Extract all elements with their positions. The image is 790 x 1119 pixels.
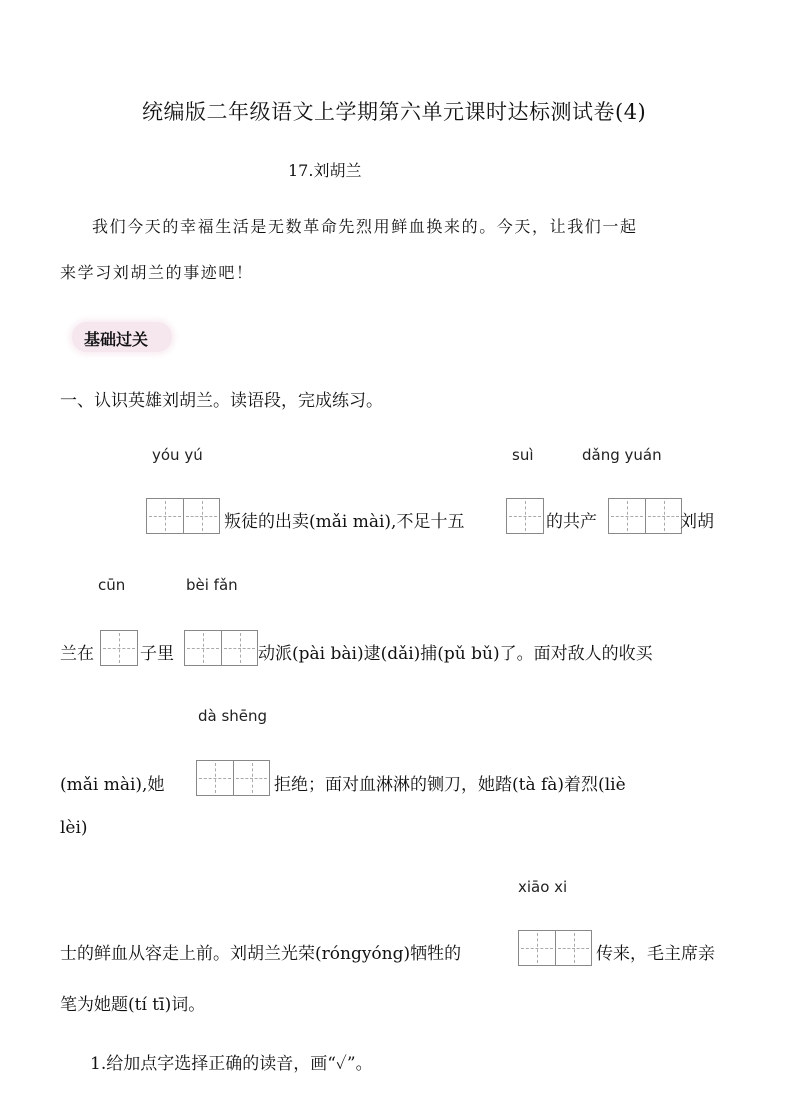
answer-cell[interactable] xyxy=(507,499,543,533)
passage-text-2: 的共产 xyxy=(546,512,597,532)
passage-text-4: 兰在 xyxy=(60,644,94,664)
passage-text-8: 拒绝；面对血淋淋的铡刀，她踏(tà fà)着烈(liè xyxy=(274,775,626,795)
pinyin-cun: cūn xyxy=(98,576,126,594)
answer-cell[interactable] xyxy=(555,931,591,965)
answer-cell[interactable] xyxy=(185,631,221,665)
passage-text-5: 子里 xyxy=(140,644,174,664)
question-1-title: 一、认识英雄刘胡兰。读语段，完成练习。 xyxy=(60,391,383,411)
sub-question-1: 1.给加点字选择正确的读音，画“✓”。 xyxy=(90,1054,373,1074)
passage-text-12: 笔为她题(tí tī)词。 xyxy=(60,995,206,1015)
answer-grid-da-sheng[interactable] xyxy=(196,760,270,796)
passage-text-3: 刘胡 xyxy=(680,512,714,532)
answer-cell[interactable] xyxy=(609,499,645,533)
pinyin-you-yu: yóu yú xyxy=(152,446,203,464)
pinyin-sui: suì xyxy=(512,446,534,464)
answer-grid-you-yu[interactable] xyxy=(146,498,220,534)
passage-text-7: (mǎi mài),她 xyxy=(60,775,165,795)
section-badge: 基础过关 xyxy=(84,330,149,349)
pinyin-dang-yuan: dǎng yuán xyxy=(582,446,662,464)
answer-cell[interactable] xyxy=(233,761,269,795)
page-title: 统编版二年级语文上学期第六单元课时达标测试卷(4) xyxy=(142,100,647,124)
answer-cell[interactable] xyxy=(197,761,233,795)
answer-grid-bei-fan[interactable] xyxy=(184,630,258,666)
answer-grid-dang-yuan[interactable] xyxy=(608,498,682,534)
answer-grid-sui[interactable] xyxy=(506,498,544,534)
passage-text-6: 动派(pài bài)逮(dǎi)捕(pǔ bǔ)了。面对敌人的收买 xyxy=(258,644,653,664)
passage-text-11: 传来，毛主席亲 xyxy=(596,944,715,964)
answer-cell[interactable] xyxy=(101,631,137,665)
answer-cell[interactable] xyxy=(183,499,219,533)
lesson-title: 17.刘胡兰 xyxy=(288,161,362,180)
intro-line-1: 我们今天的幸福生活是无数革命先烈用鲜血换来的。今天，让我们一起 xyxy=(92,217,638,236)
intro-line-2: 来学习刘胡兰的事迹吧！ xyxy=(60,263,254,282)
passage-text-1: 叛徒的出卖(mǎi mài),不足十五 xyxy=(224,512,465,532)
pinyin-bei-fan: bèi fǎn xyxy=(186,576,238,594)
passage-text-10: 士的鲜血从容走上前。刘胡兰光荣(róngyóng)牺牲的 xyxy=(60,944,462,964)
answer-grid-cun[interactable] xyxy=(100,630,138,666)
pinyin-da-sheng: dà shēng xyxy=(198,707,268,725)
answer-cell[interactable] xyxy=(645,499,681,533)
answer-grid-xiao-xi[interactable] xyxy=(518,930,592,966)
pinyin-xiao-xi: xiāo xi xyxy=(518,878,568,896)
answer-cell[interactable] xyxy=(519,931,555,965)
passage-text-9: lèi) xyxy=(60,818,88,838)
answer-cell[interactable] xyxy=(221,631,257,665)
answer-cell[interactable] xyxy=(147,499,183,533)
